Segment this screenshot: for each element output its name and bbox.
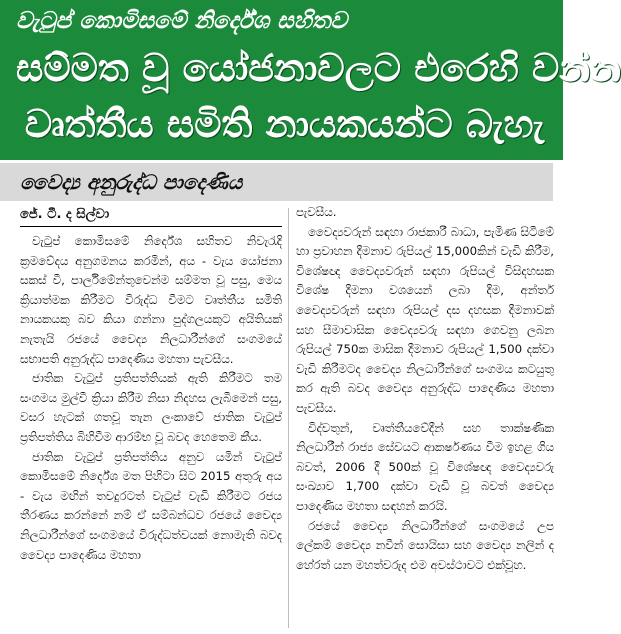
paragraph: වෛද්‍යවරුන් සඳහා රාජකාරී බාධා, පැමිණ සිටීමේ හා ප්‍රවාහන දීමනාව රුපියල් 15,000කින් වැඩි කිරීම, විශේෂඥ වෛද්‍යවරුන් සඳහා රුපියල් විසිදහසක විශේෂ දීමනා වශයෙන් ලබා දීම, අන්තර් වෛද්‍යවරුන් සඳහා රුපියල් දස දහසක දීමනාවක් සහ සීමාවාසික වෛද්‍යවරු සඳහා ගෙවනු ලබන රුපියල් 750ක මාසික දීමනාව රුපියල් 1,500 දක්වා වැඩි කිරීමටද වෛද්‍ය නිලධාරීන්ගේ සංගමය කටයුතු කර ඇති බවද වෛද්‍ය අනුරුද්ධ පාදෙණිය මහතා පැවසීය.	[296, 224, 554, 415]
headline-line-2: වෘත්තීය සමිති නායකයන්ට බැහැ	[24, 102, 545, 146]
headline-kicker: වැටුප් කොමිසමේ නිර්දේශ සහිතව	[16, 8, 348, 34]
column-divider	[288, 208, 289, 628]
byline-bar: වෛද්‍ය අනුරුද්ධ පාදෙණිය	[0, 163, 553, 201]
author-rule	[20, 226, 282, 227]
paragraph: ජාතික වැටුප් ප්‍රතිපත්තියක් ඇති කිරීමට තම සංගමය මුල්වී ක්‍රියා කිරීම නිසා නිදහස ලැබීමෙන් පසු, වසර හැටක් ගතවූ තැන ලංකාවේ ජාතික වැටුප් ප්‍රතිපත්තිය බිහිවීම ආරම්භ වූ බවද හෙතෙම කීය.	[20, 371, 282, 444]
article-column-left	[20, 232, 282, 565]
paragraph: රජයේ වෛද්‍ය නිලධාරීන්ගේ සංගමයේ උප ලේකම් වෛද්‍ය නවීන් සොයිසා සහ වෛද්‍ය නලින් ද හේරත් යන මහත්වරුද එම අවස්ථාවට එක්වූහ.	[296, 518, 554, 572]
paragraph: ජාතික වැටුප් ප්‍රතිපත්තිය අනුව යමින් වැටුප් කොමිසමේ නිර්දේශ මත පිහිටා සිට 2015 අතුරු අය - වැය මඟින් තවදුරටත් වැටුප් වැඩි කිරීමට රජය තීරණය කරන්නේ නම් ඒ සම්බන්ධව රජයේ වෛද්‍ය නිලධාරීන්ගේ සංගමයේ විරුද්ධත්වයක් නොමැති බවද වෛද්‍ය පාදෙණිය මහතා	[20, 449, 282, 562]
headline-line-1: සම්මත වූ යෝජනාවලට එරෙහි වන්න	[16, 46, 621, 90]
author-credit: ජේ. ටී. ද සිල්වා	[20, 207, 110, 222]
headline-banner	[0, 0, 621, 160]
article-column-right	[296, 203, 554, 575]
headline-main	[16, 40, 621, 152]
paragraph: පැවසීය.	[296, 205, 337, 219]
paragraph: වැටුප් කොමිසමේ නිර්දේශ සහිතව නිවැරැදි ක්‍රමවේදය අනුගමනය කරමින්, අය - වැය යෝජනා සකස් වී, පාර්ලිමේන්තුවෙන්ම සම්මත වූ පසු, මෙය ක්‍රියාත්මක කිරීමට විරුද්ධ වීමට වෘත්තීය සමිති නායකයකු බව කියා ගන්නා පුද්ගලයකුට අයිතියක් නැතැයි රජයේ වෛද්‍ය නිලධාරීන්ගේ සංගමයේ සභාපති අනුරුද්ධ පාදෙණිය මහතා පැවසීය.	[20, 234, 282, 366]
paragraph: විද්වතුන්, වෘත්තීයවේදීන් සහ තාක්ෂණික නිලධාරීන් රාජ්‍ය සේවයට ආකර්ෂණය වීම ඉහළ ගිය බවත්, 2006 දී 500ක් වූ විශේෂඥ වෛද්‍යවරු සංඛ්‍යාව 1,700 දක්වා වැඩි වූ බවත් වෛද්‍ය පාදෙණිය මහතා සඳහන් කරයි.	[296, 420, 554, 513]
